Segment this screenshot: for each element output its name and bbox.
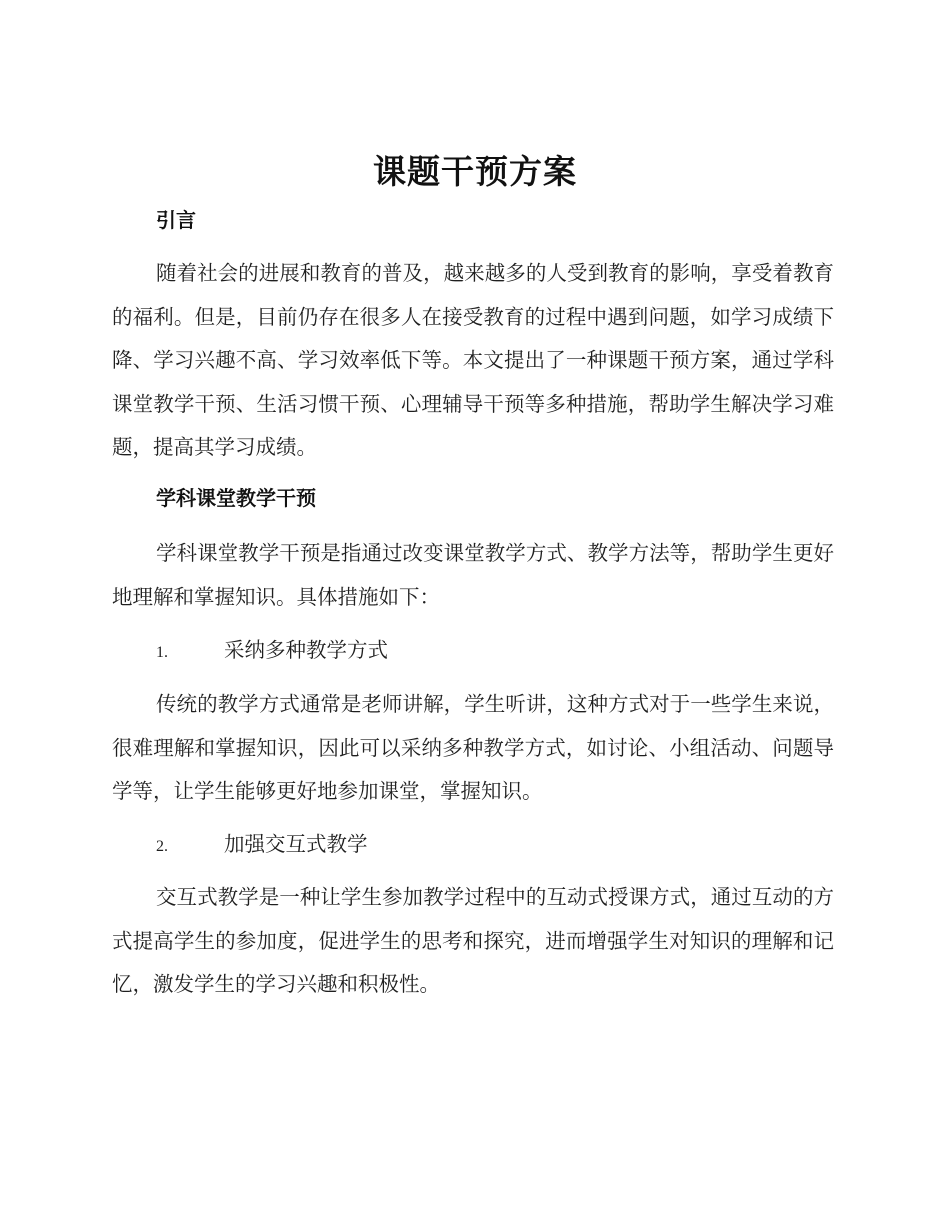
list-item-number: 2.	[156, 838, 168, 855]
list-item	[156, 635, 388, 668]
list-item-label: 加强交互式教学	[224, 832, 368, 856]
document-title: 课题干预方案	[373, 152, 577, 191]
list-item-number: 1.	[156, 644, 168, 661]
section-heading-intro: 引言	[156, 208, 196, 232]
list-item	[156, 829, 368, 862]
section-heading-teaching: 学科课堂教学干预	[156, 486, 316, 510]
paragraph-intro: 随着社会的进展和教育的普及，越来越多的人受到教育的影响，享受着教育的福利。但是，目前仍存在很多人在接受教育的过程中遇到问题，如学习成绩下降、学习兴趣不高、学习效率低下等。本文提出了一种课题干预方案，通过学科课堂教学干预、生活习惯干预、心理辅导干预等多种措施，帮助学生解决学习难题，提高其学习成绩。	[112, 261, 834, 459]
paragraph-teaching: 学科课堂教学干预是指通过改变课堂教学方式、教学方法等，帮助学生更好地理解和掌握知识。具体措施如下：	[112, 541, 834, 609]
list-item-label: 采纳多种教学方式	[224, 638, 388, 662]
paragraph-list-item-1: 传统的教学方式通常是老师讲解，学生听讲，这种方式对于一些学生来说，很难理解和掌握知识，因此可以采纳多种教学方式，如讨论、小组活动、问题导学等，让学生能够更好地参加课堂，掌握知识。	[112, 692, 834, 803]
paragraph-list-item-2: 交互式教学是一种让学生参加教学过程中的互动式授课方式，通过互动的方式提高学生的参加度，促进学生的思考和探究，进而增强学生对知识的理解和记忆，激发学生的学习兴趣和积极性。	[112, 885, 834, 996]
